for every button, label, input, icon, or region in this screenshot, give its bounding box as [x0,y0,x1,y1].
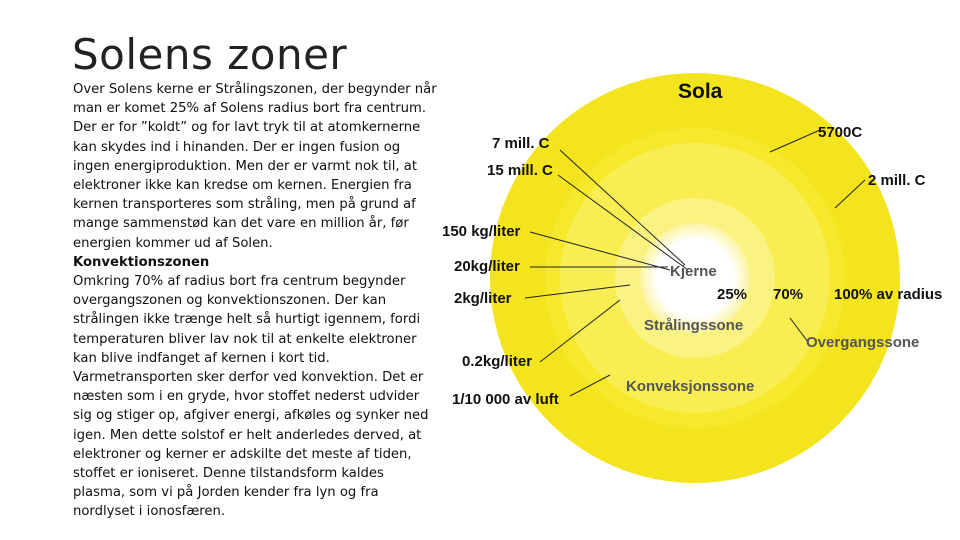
density-150kg: 150 kg/liter [442,223,521,240]
diagram-title: Sola [678,80,723,103]
temp-7mill: 7 mill. C [492,135,550,152]
radius-100: 100% av radius [834,286,943,303]
zone-convection: Konveksjonssone [626,378,755,395]
zone-radiation: Strålingssone [644,317,744,334]
density-2kg: 2kg/liter [454,290,512,307]
paragraph-radiation: Over Solens kerne er Strålingszonen, der begynder når man er komet 25% af Solens radius bort fra centrum. Der er for ”koldt” og for lavt tryk til at atomkernerne kan skydes ind i hinanden. Der er ingen fusion og ingen energiproduktion. Men der er varmt nok til, at elektroner ikke kan kredse om kernen. Energien fra kernen transporteres som stråling, men på grund af mange sammenstød kan det vare en million år, før energien kommer ud af Solen. [73,82,437,251]
temp-2mill: 2 mill. C [868,172,926,189]
radius-70: 70% [773,286,804,303]
slide-title: Solens zoner [72,30,348,79]
sun-diagram [430,60,960,540]
heading-convection: Konvektionszonen [73,254,210,270]
temp-5700c: 5700C [818,124,863,141]
radius-25: 25% [717,286,748,303]
paragraph-convection: Omkring 70% af radius bort fra centrum begynder overgangszonen og konvektionszonen. Der kan strålingen ikke trænge helt så hurtigt igennem, fordi temperaturen bliver lav nok til at enkelte elektroner kan blive indfanget af kernen i kort tid. Varmetransporten sker derfor ved konvektion. Det er næsten som i en gryde, hvor stoffet nederst udvider sig og stiger op, afgiver energi, afkøles og synker ned igen. Men dette solstof er helt anderledes derved, at elektroner og kerner er adskilte det meste af tiden, stoffet er ioniseret. Denne tilstandsform kaldes plasma, som vi på Jorden kender fra lyn og fra nordlyset i ionosfæren. [73,274,429,520]
zone-core: Kjerne [670,263,717,280]
density-20kg: 20kg/liter [454,258,520,275]
temp-15mill: 15 mill. C [487,162,553,179]
body-text [73,80,438,522]
density-1-10000: 1/10 000 av luft [452,391,559,408]
zone-transition: Overgangssone [806,334,920,351]
density-0.2kg: 0.2kg/liter [462,353,533,370]
